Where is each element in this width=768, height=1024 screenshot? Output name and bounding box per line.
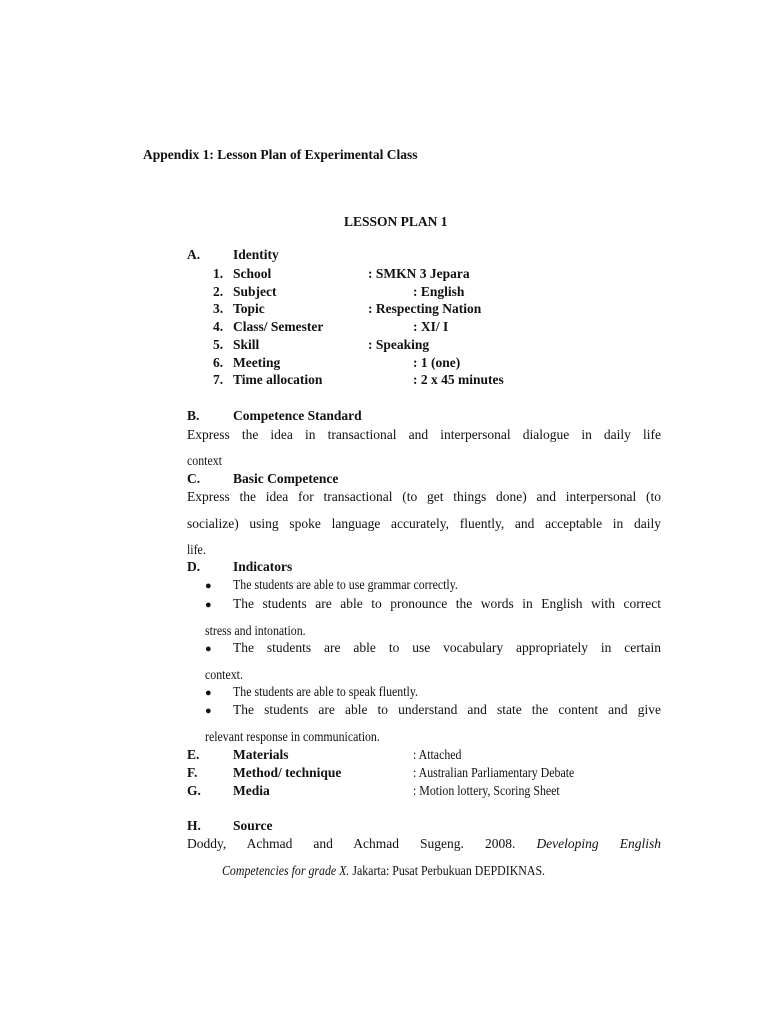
section-e-letter: E. bbox=[187, 747, 200, 762]
section-g-letter: G. bbox=[187, 783, 201, 798]
identity-label: Topic bbox=[233, 301, 265, 316]
section-d-title: Indicators bbox=[233, 559, 293, 574]
identity-num: 7. bbox=[213, 372, 224, 387]
identity-value: : XI/ I bbox=[413, 319, 449, 334]
section-g-value: : Motion lottery, Scoring Sheet bbox=[413, 783, 560, 798]
section-f-value: : Australian Parliamentary Debate bbox=[413, 765, 575, 780]
indicator-item: The students are able to pronounce the words in English with correct bbox=[233, 596, 661, 611]
bullet-icon: ● bbox=[205, 643, 212, 655]
identity-num: 6. bbox=[213, 355, 224, 370]
section-c-text: Express the idea for transactional (to get things done) and interpersonal (to bbox=[187, 489, 661, 504]
section-h-letter: H. bbox=[187, 818, 201, 833]
source-line: Doddy, Achmad and Achmad Sugeng. 2008. Developing English bbox=[187, 836, 661, 851]
section-b-letter: B. bbox=[187, 408, 200, 423]
identity-label: School bbox=[233, 266, 272, 281]
bullet-icon: ● bbox=[205, 705, 212, 717]
identity-label: Skill bbox=[233, 337, 260, 352]
indicator-item: The students are able to speak fluently. bbox=[233, 684, 418, 699]
section-b-text: context bbox=[187, 453, 222, 468]
bullet-icon: ● bbox=[205, 599, 212, 611]
identity-num: 4. bbox=[213, 319, 224, 334]
section-a-title: Identity bbox=[233, 247, 279, 262]
indicator-item-cont: stress and intonation. bbox=[205, 623, 306, 638]
bullet-icon: ● bbox=[205, 580, 212, 592]
identity-label: Meeting bbox=[233, 355, 281, 370]
section-c-title: Basic Competence bbox=[233, 471, 339, 486]
appendix-title: Appendix 1: Lesson Plan of Experimental Class bbox=[143, 147, 418, 162]
indicator-item-cont: context. bbox=[205, 667, 243, 682]
bullet-icon: ● bbox=[205, 687, 212, 699]
identity-value: : 1 (one) bbox=[413, 355, 461, 370]
section-e-value: : Attached bbox=[413, 747, 462, 762]
section-b-title: Competence Standard bbox=[233, 408, 362, 423]
indicator-item: The students are able to use grammar correctly. bbox=[233, 577, 458, 592]
section-h-title: Source bbox=[233, 818, 273, 833]
section-c-text: socialize) using spoke language accurately, fluently, and acceptable in daily bbox=[187, 516, 661, 531]
identity-value: : 2 x 45 minutes bbox=[413, 372, 504, 387]
identity-label: Time allocation bbox=[233, 372, 323, 387]
indicator-item: The students are able to use vocabulary appropriately in certain bbox=[233, 640, 661, 655]
indicator-item-cont: relevant response in communication. bbox=[205, 729, 380, 744]
section-b-text: Express the idea in transactional and interpersonal dialogue in daily life bbox=[187, 427, 661, 442]
section-g-title: Media bbox=[233, 783, 270, 798]
identity-num: 2. bbox=[213, 284, 224, 299]
section-c-letter: C. bbox=[187, 471, 201, 486]
identity-label: Subject bbox=[233, 284, 277, 299]
identity-label: Class/ Semester bbox=[233, 319, 324, 334]
section-f-title: Method/ technique bbox=[233, 765, 342, 780]
identity-value: : Respecting Nation bbox=[368, 301, 482, 316]
plan-title: LESSON PLAN 1 bbox=[344, 214, 448, 229]
section-c-text: life. bbox=[187, 542, 206, 557]
identity-value: : SMKN 3 Jepara bbox=[368, 266, 470, 281]
indicator-item: The students are able to understand and state the content and give bbox=[233, 702, 661, 717]
section-e-title: Materials bbox=[233, 747, 289, 762]
identity-value: : Speaking bbox=[368, 337, 430, 352]
identity-value: : English bbox=[413, 284, 465, 299]
identity-num: 1. bbox=[213, 266, 224, 281]
identity-num: 5. bbox=[213, 337, 224, 352]
section-a-letter: A. bbox=[187, 247, 201, 262]
section-f-letter: F. bbox=[187, 765, 198, 780]
identity-num: 3. bbox=[213, 301, 224, 316]
source-line-cont: Competencies for grade X. Jakarta: Pusat Perbukuan DEPDIKNAS. bbox=[222, 863, 546, 878]
section-d-letter: D. bbox=[187, 559, 201, 574]
